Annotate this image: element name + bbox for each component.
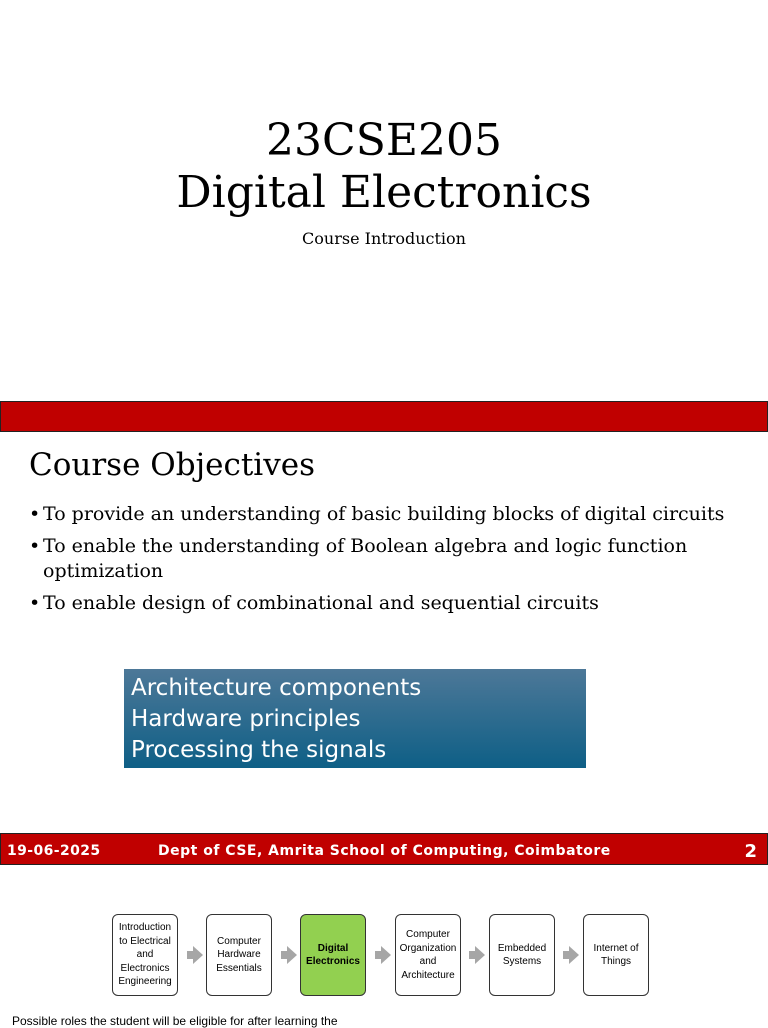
bullet-icon: •	[29, 503, 41, 525]
objectives-list	[29, 502, 729, 623]
arrow-right-icon	[287, 946, 297, 964]
flow-box-digital-electronics: Digital Electronics	[300, 914, 366, 996]
title-slide	[0, 0, 768, 400]
flow-box-embedded: Embedded Systems	[489, 914, 555, 996]
arrow-right-icon	[569, 946, 579, 964]
objective-text: To enable design of combinational and sequential circuits	[43, 592, 599, 614]
highlight-line: Hardware principles	[131, 706, 361, 732]
footer-bar	[0, 833, 768, 865]
course-name: Digital Electronics	[176, 167, 592, 218]
highlight-line: Architecture components	[131, 675, 422, 701]
header-red-bar	[0, 401, 768, 432]
flow-box-intro-eee: Introduction to Electrical and Electronics Engineering	[112, 914, 178, 996]
footer-dept: Dept of CSE, Amrita School of Computing, Coimbatore	[158, 843, 611, 859]
highlight-box	[124, 669, 586, 768]
footer-date: 19-06-2025	[7, 843, 101, 859]
arrow-right-icon	[193, 946, 203, 964]
objective-text: To provide an understanding of basic building blocks of digital circuits	[43, 503, 725, 525]
flow-box-iot: Internet of Things	[583, 914, 649, 996]
bullet-icon: •	[29, 535, 41, 557]
course-flow	[0, 914, 768, 1000]
objective-item	[29, 502, 729, 527]
objectives-heading: Course Objectives	[29, 447, 315, 483]
course-subtitle: Course Introduction	[302, 229, 466, 248]
bullet-icon: •	[29, 592, 41, 614]
objective-item	[29, 591, 729, 616]
objective-item	[29, 534, 729, 584]
flow-box-hardware: Computer Hardware Essentials	[206, 914, 272, 996]
roles-text: Possible roles the student will be eligible for after learning the	[12, 1014, 338, 1028]
highlight-line: Processing the signals	[131, 737, 387, 763]
objective-text: To enable the understanding of Boolean algebra and logic function optimization	[43, 535, 688, 582]
flow-box-coa: Computer Organization and Architecture	[395, 914, 461, 996]
arrow-right-icon	[475, 946, 485, 964]
page-number: 2	[744, 841, 757, 862]
arrow-right-icon	[381, 946, 391, 964]
course-code: 23CSE205	[266, 115, 502, 166]
